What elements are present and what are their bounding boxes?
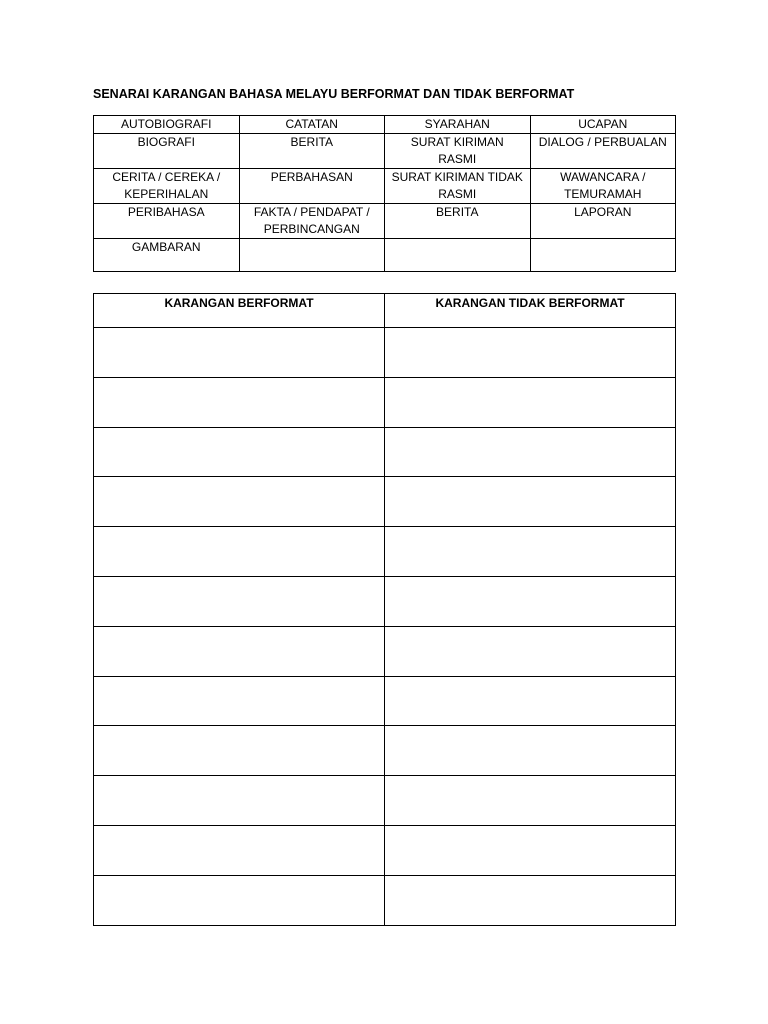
formatted-answer-cell[interactable] [94,377,385,427]
genre-cell [94,116,240,134]
table-row [94,676,676,726]
formatted-answer-cell[interactable] [94,328,385,378]
table-row [94,825,676,875]
genre-cell-text: BERITA [436,205,479,219]
unformatted-answer-cell[interactable] [385,825,676,875]
genre-cell [94,204,240,239]
genre-cell [530,116,676,134]
genre-cell [239,204,385,239]
table-row [94,204,676,239]
formatted-answer-cell[interactable] [94,726,385,776]
classification-table [93,293,676,926]
table-row [94,875,676,925]
unformatted-answer-cell[interactable] [385,328,676,378]
table-row [94,328,676,378]
genre-cell-text: UCAPAN [578,117,628,131]
table-row [94,134,676,169]
genre-cell [385,169,531,204]
genre-cell-text: CERITA / CEREKA / KEPERIHALAN [112,170,221,201]
genre-cell-text: FAKTA / PENDAPAT / PERBINCANGAN [253,205,370,236]
formatted-answer-cell[interactable] [94,875,385,925]
unformatted-answer-cell[interactable] [385,726,676,776]
genre-cell-text: CATATAN [285,117,338,131]
genre-cell-text: SYARAHAN [424,117,490,131]
genre-cell-text: PERBAHASAN [270,170,353,184]
unformatted-answer-cell[interactable] [385,427,676,477]
table-row [94,116,676,134]
table-row [94,726,676,776]
unformatted-answer-cell[interactable] [385,676,676,726]
genre-cell-text: WAWANCARA / TEMURAMAH [560,170,646,201]
table-row [94,477,676,527]
essay-genre-table [93,115,676,272]
genre-cell-text: SURAT KIRIMAN RASMI [410,135,504,166]
table-row [94,377,676,427]
genre-cell-empty [385,239,531,272]
genre-cell-text: SURAT KIRIMAN TIDAK RASMI [391,170,523,201]
genre-cell-text: DIALOG / PERBUALAN [538,135,667,149]
unformatted-answer-cell[interactable] [385,527,676,577]
genre-cell-text: GAMBARAN [131,240,201,254]
table-row [94,576,676,626]
table-row [94,776,676,826]
genre-cell [94,239,240,272]
formatted-answer-cell[interactable] [94,576,385,626]
formatted-answer-cell[interactable] [94,676,385,726]
formatted-answer-cell[interactable] [94,427,385,477]
formatted-answer-cell[interactable] [94,626,385,676]
genre-cell-empty [530,239,676,272]
genre-cell [94,169,240,204]
table-header-row [94,294,676,328]
classification-table-body [94,328,676,926]
genre-cell [385,204,531,239]
genre-cell-text: PERIBAHASA [127,205,205,219]
genre-cell [239,134,385,169]
genre-cell [530,134,676,169]
table-row [94,169,676,204]
table-row [94,239,676,272]
unformatted-answer-cell[interactable] [385,576,676,626]
genre-cell-text: AUTOBIOGRAFI [121,117,212,131]
unformatted-answer-cell[interactable] [385,776,676,826]
genre-cell [385,116,531,134]
genre-cell-empty [239,239,385,272]
header-unformatted-essay: KARANGAN TIDAK BERFORMAT [385,294,676,328]
formatted-answer-cell[interactable] [94,776,385,826]
table-row [94,626,676,676]
genre-cell [530,204,676,239]
header-formatted-essay: KARANGAN BERFORMAT [94,294,385,328]
unformatted-answer-cell[interactable] [385,377,676,427]
formatted-answer-cell[interactable] [94,825,385,875]
genre-cell [94,134,240,169]
table-row [94,527,676,577]
unformatted-answer-cell[interactable] [385,875,676,925]
unformatted-answer-cell[interactable] [385,477,676,527]
genre-cell-text: BIOGRAFI [137,135,195,149]
genre-cell [385,134,531,169]
genre-cell-text: BERITA [290,135,333,149]
unformatted-answer-cell[interactable] [385,626,676,676]
document-title: SENARAI KARANGAN BAHASA MELAYU BERFORMAT DAN TIDAK BERFORMAT [93,87,575,101]
genre-cell [239,169,385,204]
genre-cell-text: LAPORAN [574,205,632,219]
genre-cell [530,169,676,204]
table-row [94,427,676,477]
formatted-answer-cell[interactable] [94,527,385,577]
genre-cell [239,116,385,134]
formatted-answer-cell[interactable] [94,477,385,527]
